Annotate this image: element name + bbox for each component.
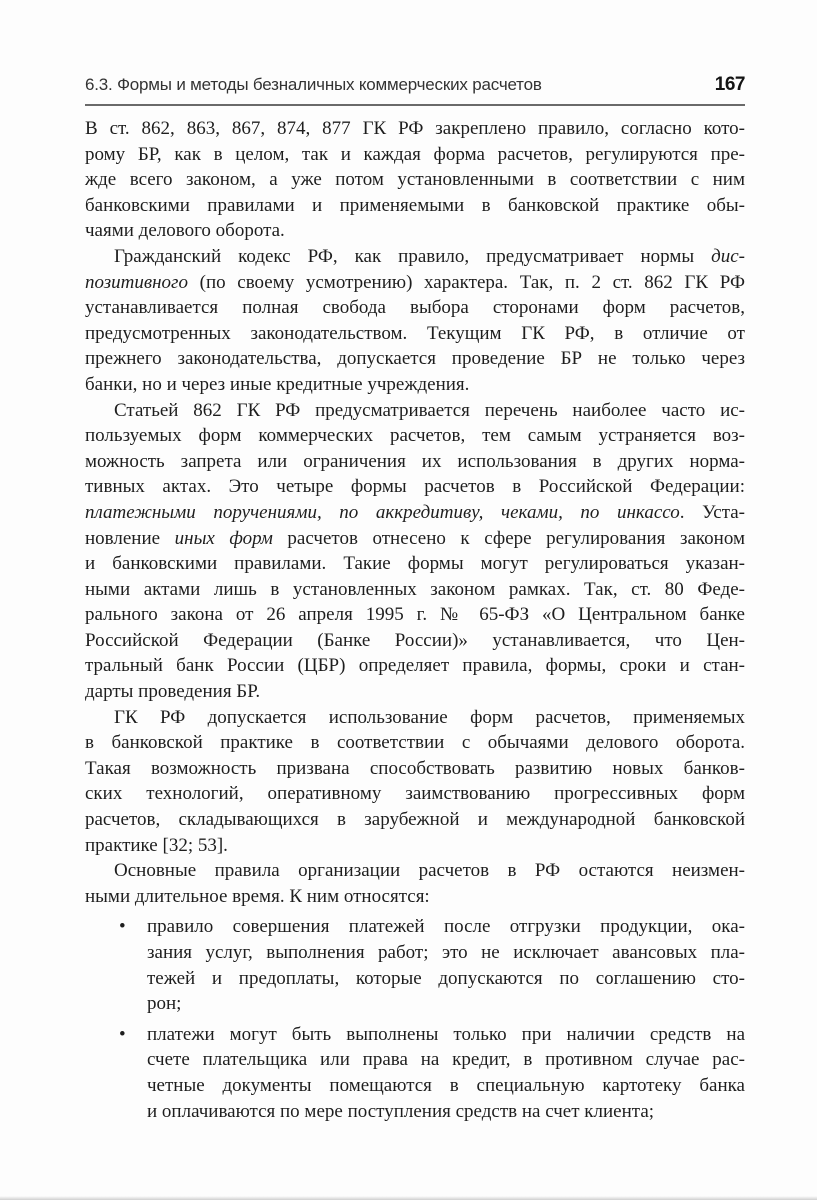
text-line <box>85 295 745 321</box>
text-line <box>85 116 745 142</box>
text-line <box>85 423 745 449</box>
text-run: можность запрета или ограничения их использования в других норма- <box>85 450 745 472</box>
page-bottom-edge <box>0 1196 817 1200</box>
text-run: Статьей 862 ГК РФ предусматривается перечень наиболее часто ис- <box>114 399 745 421</box>
text-line <box>85 270 745 296</box>
text-run: рон; <box>147 993 182 1015</box>
text-run: Российской Федерации (Банке России)» устанавливается, что Цен- <box>85 629 745 651</box>
text-line <box>85 372 745 398</box>
section-heading: 6.3. Формы и методы безналичных коммерческих расчетов <box>85 75 542 94</box>
text-run: в банковской практике в соответствии с обычаями делового оборота. <box>85 732 745 754</box>
text-run: тежей и предоплаты, которые допускаются по соглашению сто- <box>147 967 745 989</box>
text-run: счете плательщика или права на кредит, в противном случае рас- <box>147 1049 745 1071</box>
text-line <box>85 398 745 424</box>
text-run: жде всего законом, а уже потом установленными в соответствии с ним <box>85 169 745 191</box>
paragraph <box>85 244 745 398</box>
text-line <box>85 193 745 219</box>
text-run: Гражданский кодекс РФ, как правило, предусматривает нормы <box>114 245 712 267</box>
text-line <box>85 218 745 244</box>
text-run: и банковскими правилами. Такие формы могут регулироваться указан- <box>85 553 745 575</box>
text-line <box>147 1099 745 1125</box>
text-line <box>147 914 745 940</box>
bullet-icon: • <box>119 916 126 938</box>
text-line <box>85 807 745 833</box>
text-run: платежи могут быть выполнены только при наличии средств на <box>147 1023 745 1045</box>
text-run: банковскими правилами и применяемыми в банковской практике обы- <box>85 194 745 216</box>
text-run: расчетов отнесено к сфере регулирования законом <box>272 527 745 549</box>
text-line <box>85 474 745 500</box>
text-run: прежнего законодательства, допускается проведение БР не только через <box>85 348 745 370</box>
text-line <box>85 884 745 910</box>
text-line <box>85 781 745 807</box>
text-run: чаями делового оборота. <box>85 220 285 242</box>
text-run: устанавливается полная свобода выбора сторонами форм расчетов, <box>85 297 745 319</box>
text-line <box>147 1022 745 1048</box>
page-body <box>85 116 745 1124</box>
text-run: тивных актах. Это четыре формы расчетов в Российской Федерации: <box>85 476 745 498</box>
text-run: зания услуг, выполнения работ; это не исключает авансовых пла- <box>147 942 745 963</box>
text-line <box>147 940 745 966</box>
text-run: ГК РФ допускается использование форм расчетов, применяемых <box>114 706 745 728</box>
bullet-icon: • <box>119 1023 126 1045</box>
text-run: предусмотренных законодательством. Текущим ГК РФ, в отличие от <box>85 322 745 344</box>
text-run: расчетов, складывающихся в зарубежной и международной банковской <box>85 809 745 831</box>
italic-text-run: дис- <box>711 245 745 267</box>
text-run: . Уста- <box>679 501 745 523</box>
text-line <box>85 756 745 782</box>
text-line <box>85 142 745 168</box>
text-line <box>85 526 745 552</box>
text-run: ских технологий, оперативному заимствованию прогрессивных форм <box>85 783 745 805</box>
text-line <box>85 628 745 654</box>
italic-text-run: позитивного <box>85 271 188 293</box>
text-line <box>85 679 745 705</box>
text-line <box>85 705 745 731</box>
text-run: четные документы помещаются в специальную картотеку банка <box>147 1074 745 1096</box>
page-number: 167 <box>714 74 745 95</box>
paragraph <box>85 705 745 859</box>
text-line <box>85 858 745 884</box>
list-item <box>85 914 745 1016</box>
text-run: рому БР, как в целом, так и каждая форма расчетов, регулируются пре- <box>85 143 745 165</box>
text-line <box>85 577 745 603</box>
text-line <box>85 730 745 756</box>
paragraph <box>85 116 745 244</box>
text-line <box>147 1073 745 1099</box>
text-run: новление <box>85 527 175 549</box>
italic-text-run: иных форм <box>174 527 273 549</box>
text-line <box>85 346 745 372</box>
text-run: тральный банк России (ЦБР) определяет правила, формы, сроки и стан- <box>85 655 745 677</box>
text-run: банки, но и через иные кредитные учреждения. <box>85 373 470 395</box>
text-run: (по своему усмотрению) характера. Так, п. 2 ст. 862 ГК РФ <box>187 271 745 293</box>
text-run: и оплачиваются по мере поступления средств на счет клиента; <box>147 1100 655 1122</box>
text-line <box>85 833 745 859</box>
text-line <box>85 653 745 679</box>
text-line <box>85 449 745 475</box>
text-line <box>85 321 745 347</box>
text-run: пользуемых форм коммерческих расчетов, тем самым устраняется воз- <box>85 425 745 447</box>
list-item <box>85 1022 745 1124</box>
running-head <box>85 74 745 106</box>
text-run: В ст. 862, 863, 867, 874, 877 ГК РФ закреплено правило, согласно кото- <box>85 118 745 139</box>
text-line <box>85 551 745 577</box>
text-run: дарты проведения БР. <box>85 681 261 703</box>
text-run: практике [32; 53]. <box>85 834 228 856</box>
text-line <box>147 1047 745 1073</box>
paragraph <box>85 398 745 705</box>
text-line <box>85 500 745 526</box>
text-run: ными длительное время. К ним относятся: <box>85 885 430 907</box>
text-line <box>85 244 745 270</box>
text-line <box>85 602 745 628</box>
text-run: ными актами лишь в установленных законом рамках. Так, ст. 80 Феде- <box>85 578 745 600</box>
paragraph <box>85 858 745 909</box>
italic-text-run: платежными поручениями, по аккредитиву, чеками, по инкассо <box>85 501 680 523</box>
text-run: Основные правила организации расчетов в РФ остаются неизмен- <box>114 860 745 882</box>
text-run: Такая возможность призвана способствовать развитию новых банков- <box>85 757 745 779</box>
text-line <box>147 991 745 1017</box>
text-line <box>85 167 745 193</box>
text-run: правило совершения платежей после отгрузки продукции, ока- <box>147 916 745 938</box>
text-run: рального закона от 26 апреля 1995 г. № 65-ФЗ «О Центральном банке <box>85 604 745 626</box>
text-line <box>147 966 745 992</box>
